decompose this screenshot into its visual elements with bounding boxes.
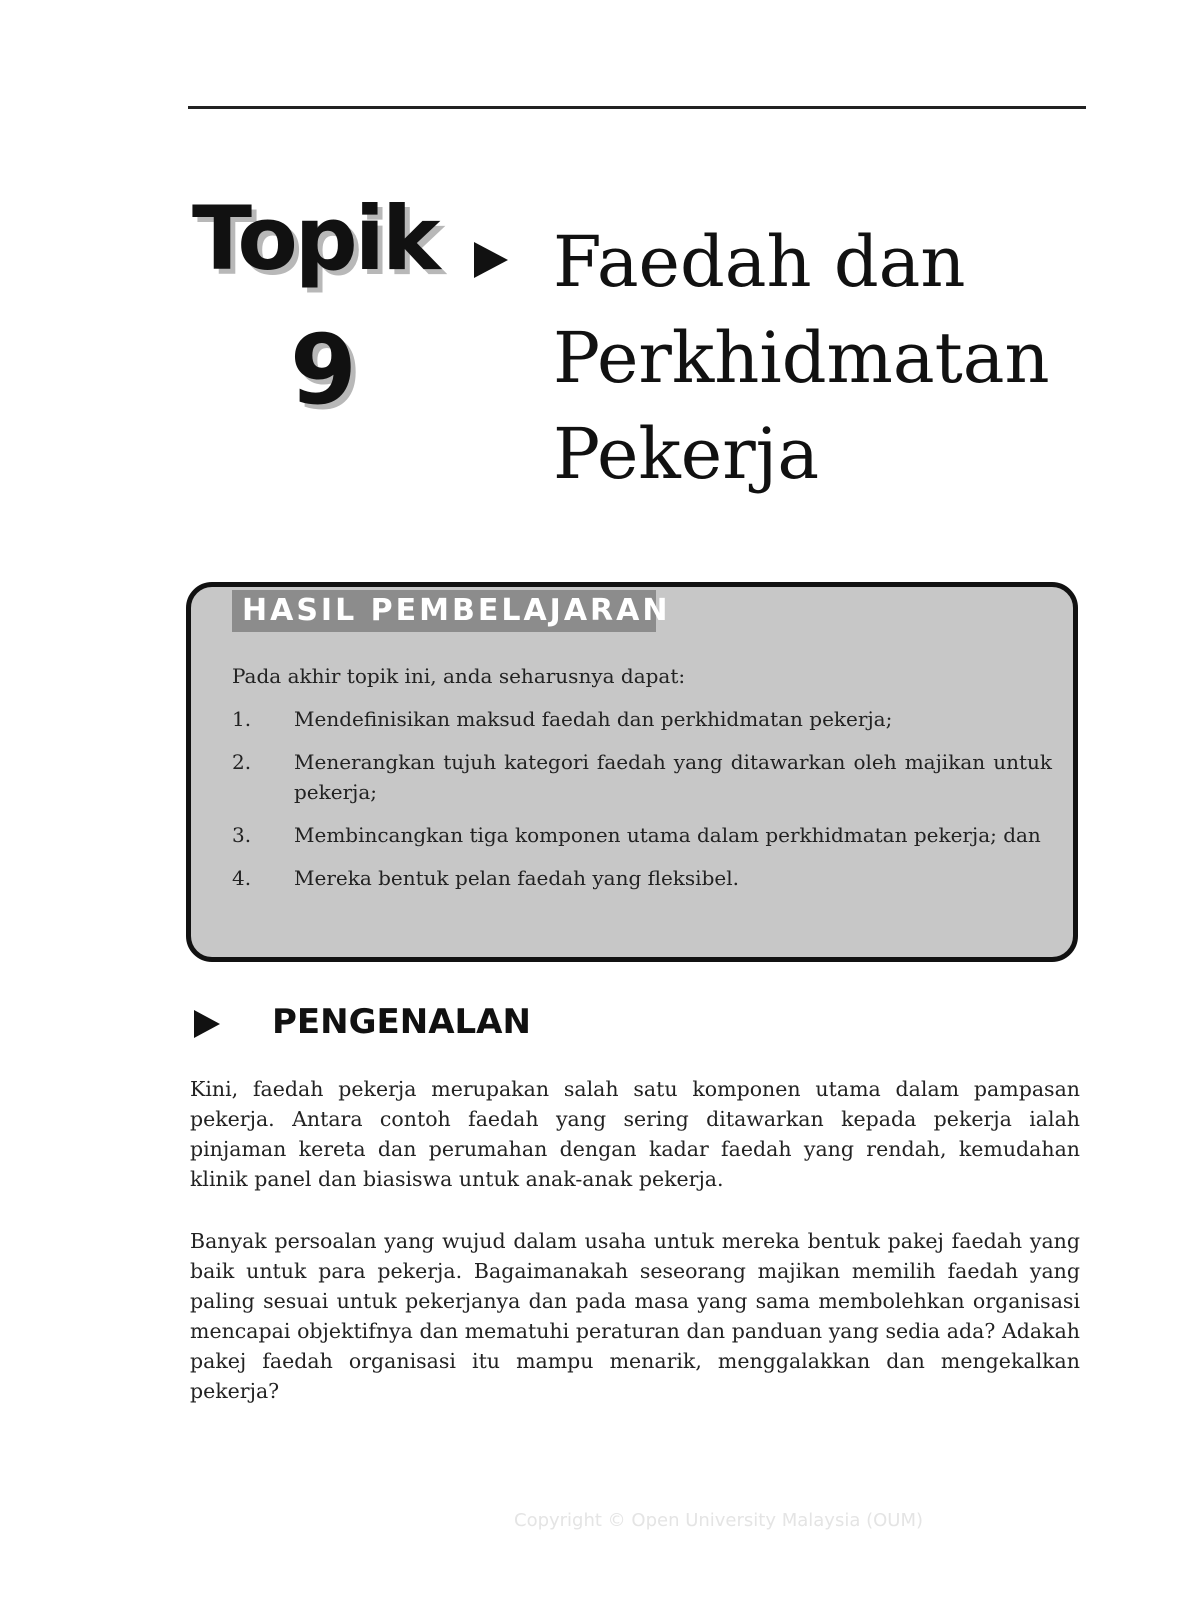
topic-number: 9: [290, 314, 357, 426]
copyright-watermark: Copyright © Open University Malaysia (OUM): [514, 1510, 924, 1531]
section-arrow-icon: [192, 1008, 222, 1040]
list-item-text: Menerangkan tujuh kategori faedah yang ditawarkan oleh majikan untuk pekerja;: [294, 750, 1052, 804]
list-item: [232, 820, 1052, 850]
top-rule: [188, 106, 1086, 109]
chapter-title-line: Faedah dan: [553, 221, 966, 303]
list-item: [232, 704, 1052, 734]
topic-label: Topik: [192, 187, 438, 290]
list-item-text: Membincangkan tiga komponen utama dalam perkhidmatan pekerja; dan: [294, 823, 1041, 847]
body-paragraph: Kini, faedah pekerja merupakan salah satu komponen utama dalam pampasan pekerja. Antara contoh faedah yang sering ditawarkan kepada pekerja ialah pinjaman kereta dan perumahan dengan kadar faedah yang rendah, kemudahan klinik panel dan biasiswa untuk anak-anak pekerja.: [190, 1077, 1080, 1191]
title-arrow-icon: [472, 240, 510, 280]
section-heading: PENGENALAN: [272, 1002, 531, 1042]
list-item-number: 3.: [232, 823, 252, 847]
list-item-number: 1.: [232, 707, 252, 731]
list-item-text: Mereka bentuk pelan faedah yang fleksibel.: [294, 866, 739, 890]
list-item: [232, 747, 1052, 807]
learning-outcomes-intro: Pada akhir topik ini, anda seharusnya dapat:: [232, 664, 686, 688]
list-item-number: 4.: [232, 866, 252, 890]
chapter-title: [553, 214, 1093, 502]
list-item-number: 2.: [232, 750, 252, 774]
chapter-title-line: Perkhidmatan: [553, 317, 1050, 399]
list-item: [232, 863, 1052, 893]
learning-outcomes-label: HASIL PEMBELAJARAN: [232, 590, 656, 632]
list-item-text: Mendefinisikan maksud faedah dan perkhidmatan pekerja;: [294, 707, 893, 731]
body-paragraph: Banyak persoalan yang wujud dalam usaha untuk mereka bentuk pakej faedah yang baik untuk para pekerja. Bagaimanakah seseorang majikan memilih faedah yang paling sesuai untuk pekerjanya dan pada masa yang sama membolehkan organisasi mencapai objektifnya dan mematuhi peraturan dan panduan yang sedia ada? Adakah pakej faedah organisasi itu mampu menarik, menggalakkan dan mengekalkan pekerja?: [190, 1229, 1080, 1403]
chapter-title-line: Pekerja: [553, 413, 820, 495]
learning-outcomes-list: [232, 704, 1052, 906]
